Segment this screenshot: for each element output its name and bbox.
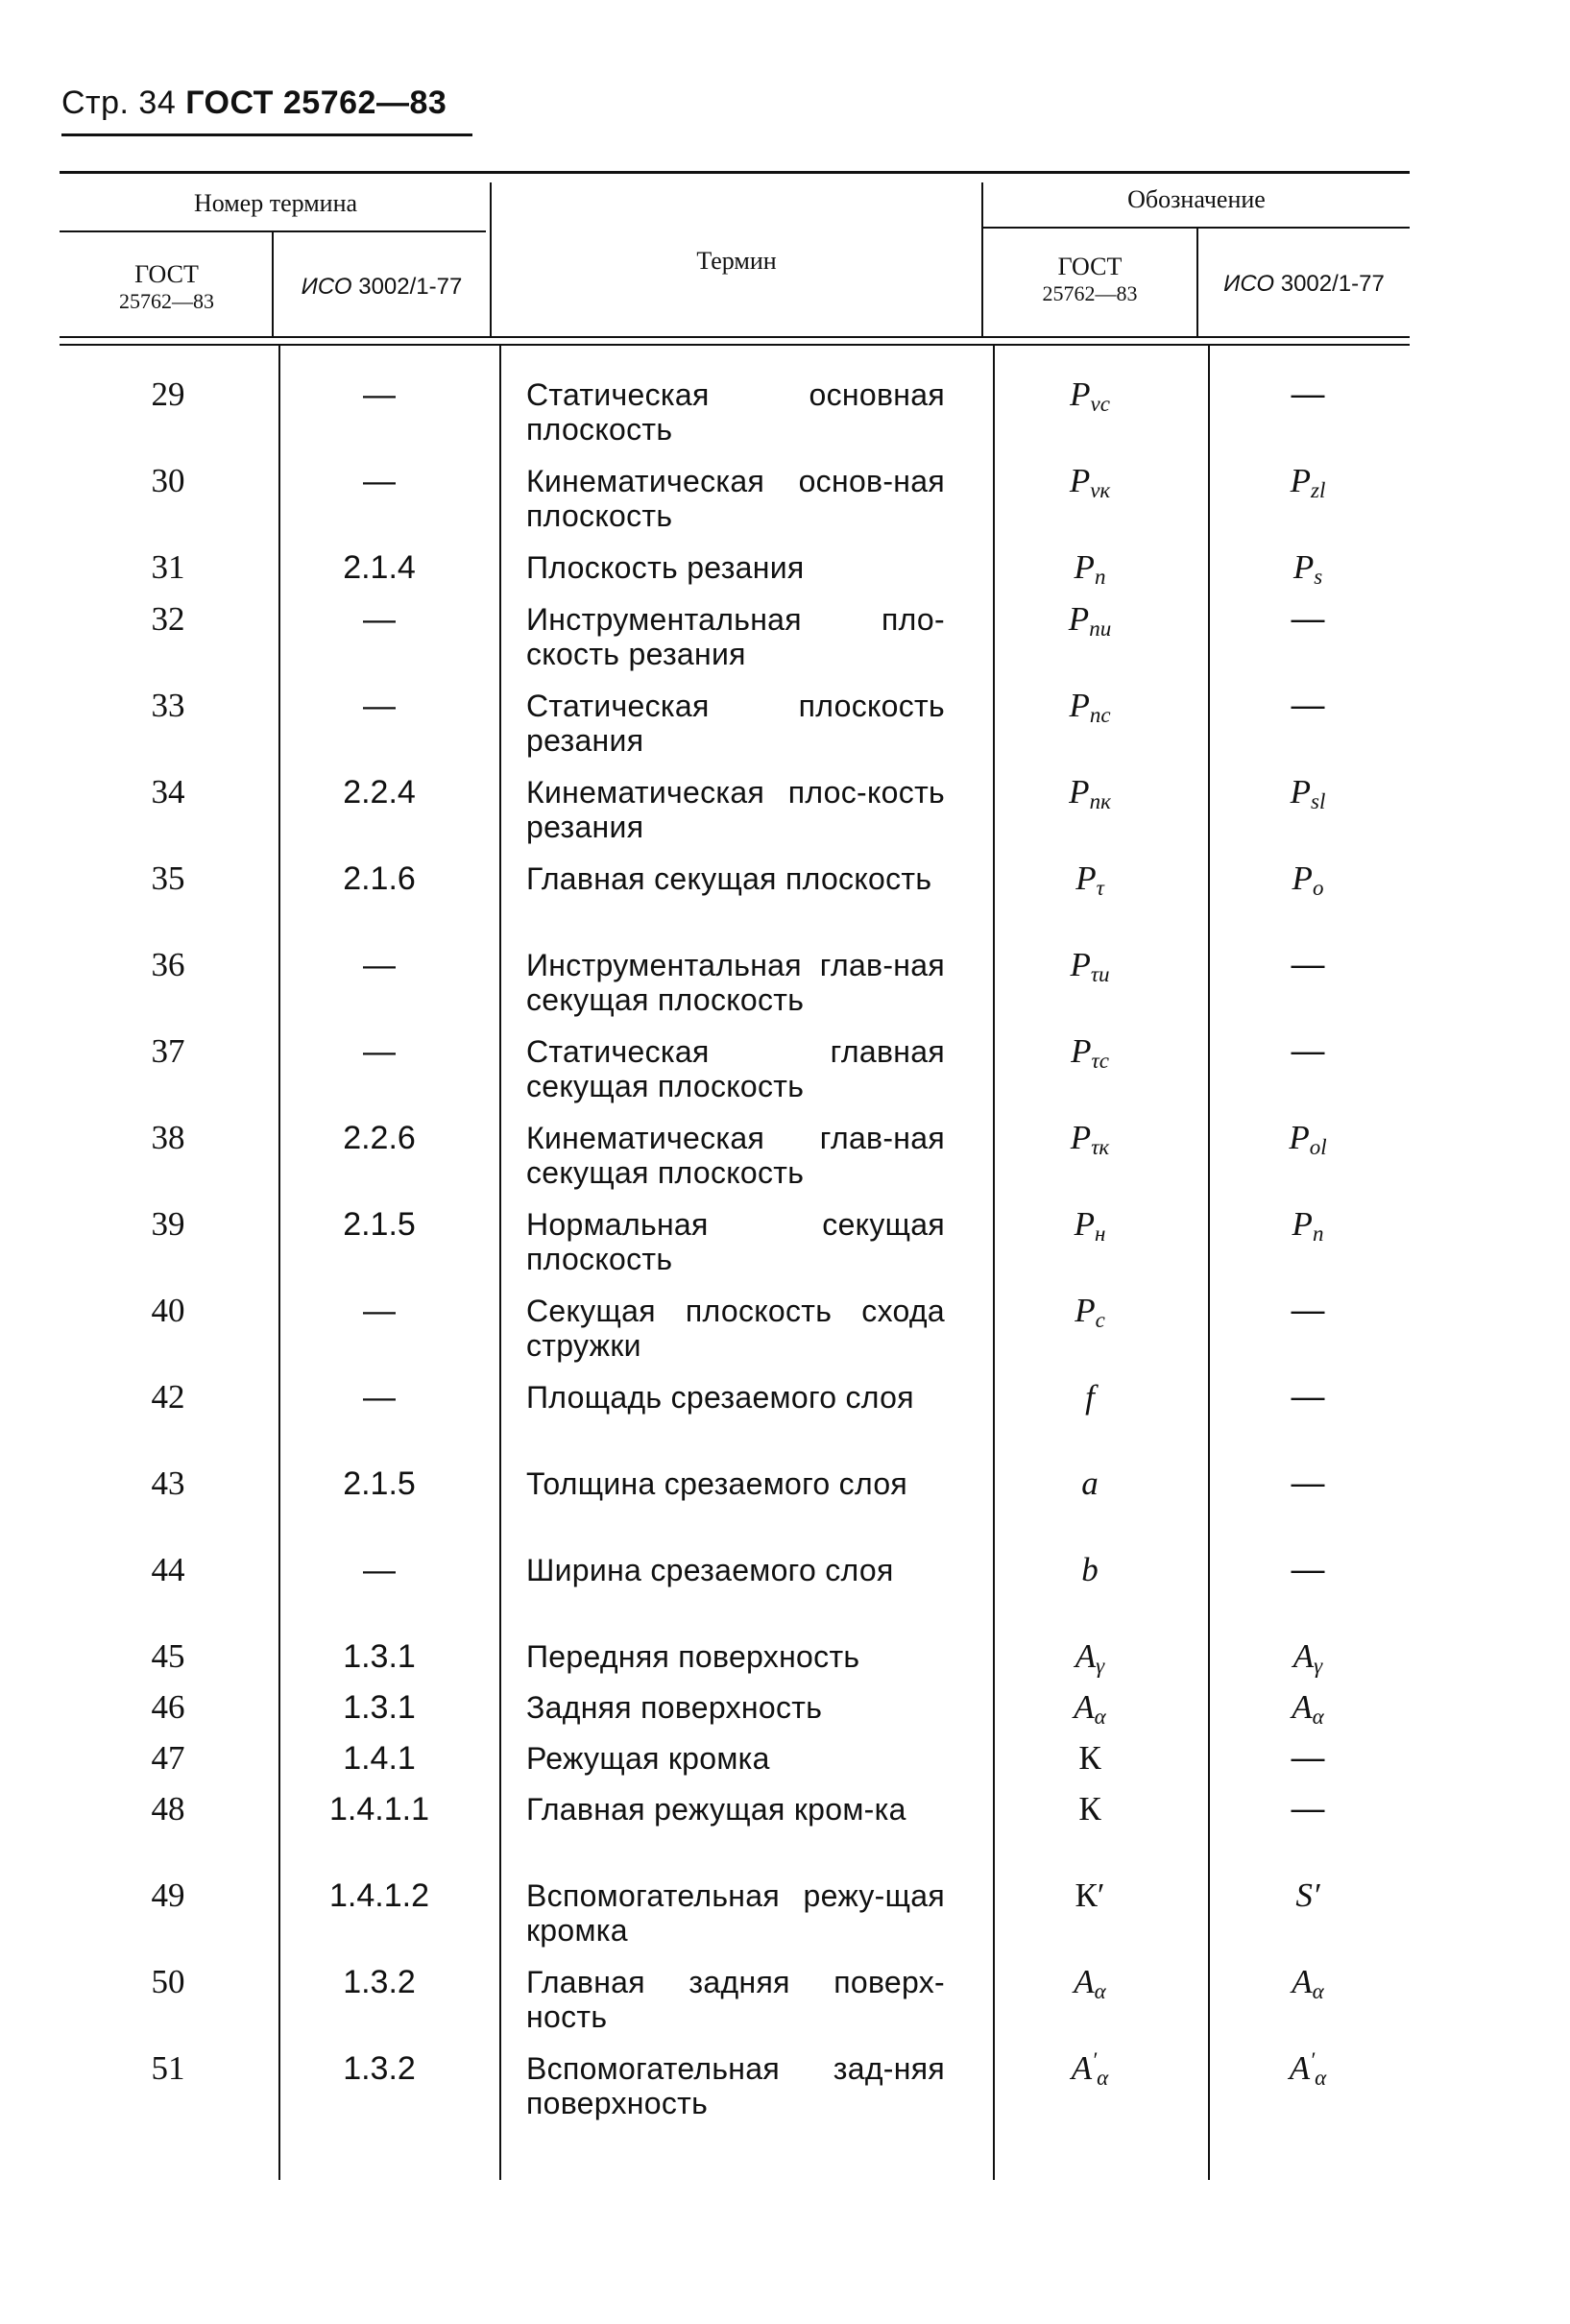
term-number: 37 xyxy=(151,1032,185,1070)
gost-designation-symbol: P xyxy=(1074,548,1095,586)
term-number: 44 xyxy=(151,1551,185,1588)
iso-clause-number: 1.3.1 xyxy=(343,1689,416,1726)
iso-designation-symbol: A xyxy=(1292,1688,1313,1726)
term-text: Площадь срезаемого слоя xyxy=(526,1380,914,1415)
table-row xyxy=(0,689,1570,775)
gost-designation-symbol: P xyxy=(1075,1292,1096,1329)
iso-clause-number: 1.4.1 xyxy=(343,1740,416,1777)
table-row xyxy=(0,1034,1570,1121)
header-iso-left xyxy=(274,274,490,301)
iso-clause-number: 2.1.4 xyxy=(343,549,416,586)
gost-designation-subscript: τи xyxy=(1090,962,1110,986)
gost-designation-subscript: н xyxy=(1094,1222,1106,1246)
gost-designation-superscript: ′ xyxy=(1092,2048,1098,2072)
gost-designation-symbol: P xyxy=(1074,1205,1095,1243)
iso-designation xyxy=(1212,859,1404,900)
iso-designation-symbol: — xyxy=(1291,600,1325,638)
table-row xyxy=(0,1878,1570,1965)
gost-designation xyxy=(989,687,1191,727)
table-row xyxy=(0,775,1570,861)
term-number: 31 xyxy=(151,548,185,586)
gost-designation xyxy=(989,1032,1191,1073)
gost-designation-symbol: a xyxy=(1081,1465,1099,1502)
iso-designation xyxy=(1212,1553,1404,1587)
gost-designation-subscript: α xyxy=(1094,1705,1106,1729)
term-text: Статическая основная плоскость xyxy=(526,377,945,447)
iso-clause-number: 2.1.5 xyxy=(343,1465,416,1502)
header-designation-group: Обозначение xyxy=(1127,185,1266,213)
iso-designation-symbol: P xyxy=(1292,859,1313,897)
term-text: Ширина срезаемого слоя xyxy=(526,1553,894,1587)
term-number: 29 xyxy=(151,375,185,413)
iso-designation xyxy=(1212,1741,1404,1776)
gost-designation xyxy=(989,1963,1191,2003)
term-text: Передняя поверхность xyxy=(526,1639,860,1674)
term-number: 49 xyxy=(151,1876,185,1914)
iso-designation-superscript: ′ xyxy=(1310,2048,1316,2072)
gost-designation-subscript: vк xyxy=(1090,478,1111,502)
term-number: 51 xyxy=(151,2049,185,2087)
gost-designation-symbol: К xyxy=(1078,1739,1101,1777)
term-number: 38 xyxy=(151,1119,185,1156)
term-text: Статическая плоскость резания xyxy=(526,689,945,758)
iso-designation-symbol: — xyxy=(1291,1378,1325,1416)
gost-designation xyxy=(989,1792,1191,1827)
gost-designation-symbol: К′ xyxy=(1075,1876,1105,1914)
iso-designation xyxy=(1212,1963,1404,2003)
header-iso-right-number: 3002/1-77 xyxy=(1280,271,1385,297)
gost-designation xyxy=(989,1205,1191,1246)
gost-designation xyxy=(989,1466,1191,1501)
term-text: Кинематическая основ-ная плоскость xyxy=(526,464,945,533)
iso-designation-symbol: P xyxy=(1290,462,1312,499)
iso-clause-number: — xyxy=(363,1033,396,1070)
header-gost-left xyxy=(61,261,272,315)
header-gost-left-number: 25762—83 xyxy=(119,289,214,313)
term-number: 46 xyxy=(151,1688,185,1726)
table-row xyxy=(0,1466,1570,1553)
page-label: Стр. 34 xyxy=(61,85,177,121)
header-iso-right xyxy=(1198,271,1410,298)
iso-designation-subscript: zl xyxy=(1311,478,1326,502)
gost-designation-symbol: P xyxy=(1070,375,1091,413)
iso-designation-symbol: P xyxy=(1292,1205,1313,1243)
term-text: Главная режущая кром-ка xyxy=(526,1792,906,1827)
gost-designation xyxy=(989,946,1191,986)
gost-designation-symbol: A xyxy=(1075,1637,1097,1675)
iso-clause-number: 1.4.1.1 xyxy=(329,1791,429,1828)
iso-designation-symbol: P xyxy=(1290,773,1312,811)
header-iso-left-number: 3002/1-77 xyxy=(358,274,463,300)
gost-designation-subscript: nк xyxy=(1089,789,1111,813)
iso-clause-number: — xyxy=(363,1293,396,1329)
gost-designation-symbol: A xyxy=(1074,1688,1095,1726)
gost-designation xyxy=(989,462,1191,502)
gost-designation-symbol: P xyxy=(1071,1032,1092,1070)
term-number: 45 xyxy=(151,1637,185,1675)
gost-designation-subscript: γ xyxy=(1096,1654,1105,1678)
term-number: 42 xyxy=(151,1378,185,1416)
iso-clause-number: 2.1.6 xyxy=(343,860,416,897)
table-top-rule xyxy=(60,171,1410,174)
gost-designation xyxy=(989,1119,1191,1159)
table-row xyxy=(0,1294,1570,1380)
table-row xyxy=(0,861,1570,948)
iso-designation-symbol: A xyxy=(1292,1963,1313,2000)
iso-designation xyxy=(1212,689,1404,723)
gost-designation-symbol: P xyxy=(1070,1119,1092,1156)
term-number: 30 xyxy=(151,462,185,499)
header-iso-left-label: ИСО xyxy=(301,274,352,300)
term-number: 36 xyxy=(151,946,185,983)
iso-clause-number: — xyxy=(363,688,396,724)
iso-designation xyxy=(1212,1878,1404,1913)
gost-designation xyxy=(989,375,1191,416)
iso-clause-number: — xyxy=(363,1379,396,1416)
iso-designation-subscript: α xyxy=(1315,2066,1327,2090)
gost-designation-symbol: A xyxy=(1074,1963,1095,2000)
iso-clause-number: 1.3.2 xyxy=(343,1964,416,2000)
gost-designation-subscript: τc xyxy=(1091,1049,1109,1073)
term-text: Кинематическая плос-кость резания xyxy=(526,775,945,844)
iso-designation-symbol: — xyxy=(1291,1032,1325,1070)
iso-designation xyxy=(1212,1034,1404,1069)
gost-designation-symbol: P xyxy=(1075,859,1097,897)
iso-designation xyxy=(1212,548,1404,589)
iso-clause-number: 2.2.6 xyxy=(343,1120,416,1156)
gost-designation xyxy=(989,773,1191,813)
iso-designation xyxy=(1212,2048,1404,2090)
header-bottom-rule-1 xyxy=(60,336,1410,338)
iso-designation xyxy=(1212,377,1404,412)
table-row xyxy=(0,1380,1570,1466)
table-row xyxy=(0,1121,1570,1207)
term-number: 43 xyxy=(151,1465,185,1502)
iso-designation-symbol: — xyxy=(1291,375,1325,413)
gost-designation-symbol: P xyxy=(1069,462,1091,499)
gost-designation-symbol: P xyxy=(1068,600,1090,638)
gost-designation-subscript: nc xyxy=(1089,703,1111,727)
table-row xyxy=(0,1207,1570,1294)
iso-clause-number: — xyxy=(363,376,396,413)
gost-designation-subscript: n xyxy=(1094,565,1106,589)
gost-designation-symbol: P xyxy=(1069,773,1090,811)
gost-designation-subscript: vc xyxy=(1090,392,1110,416)
term-number: 35 xyxy=(151,859,185,897)
gost-designation xyxy=(989,1741,1191,1776)
iso-designation xyxy=(1212,1688,1404,1729)
table-row xyxy=(0,948,1570,1034)
iso-designation-symbol: — xyxy=(1291,1292,1325,1329)
iso-clause-number: — xyxy=(363,1552,396,1588)
term-text: Вспомогательная зад-няя поверхность xyxy=(526,2051,945,2120)
term-text: Вспомогательная режу-щая кромка xyxy=(526,1878,945,1948)
term-number: 48 xyxy=(151,1790,185,1828)
header-underline xyxy=(61,133,472,136)
page-header xyxy=(61,85,447,122)
gost-designation xyxy=(989,548,1191,589)
header-gost-right-number: 25762—83 xyxy=(1042,281,1138,305)
term-number: 39 xyxy=(151,1205,185,1243)
iso-designation-symbol: — xyxy=(1291,1551,1325,1588)
iso-clause-number: — xyxy=(363,601,396,638)
header-gost-right xyxy=(983,254,1196,307)
term-number: 47 xyxy=(151,1739,185,1777)
term-text: Главная секущая плоскость xyxy=(526,861,932,896)
table-row xyxy=(0,464,1570,550)
gost-designation xyxy=(989,2048,1191,2090)
gost-designation-subscript: α xyxy=(1094,1979,1106,2003)
term-text: Нормальная секущая плоскость xyxy=(526,1207,945,1276)
iso-designation-subscript: o xyxy=(1312,876,1324,900)
iso-designation-symbol: — xyxy=(1291,1465,1325,1502)
term-text: Плоскость резания xyxy=(526,550,805,585)
gost-designation xyxy=(989,600,1191,641)
standard-title: ГОСТ 25762—83 xyxy=(185,85,447,121)
term-number: 50 xyxy=(151,1963,185,2000)
iso-designation xyxy=(1212,602,1404,637)
iso-clause-number: 2.1.5 xyxy=(343,1206,416,1243)
iso-designation-subscript: sl xyxy=(1311,789,1326,813)
table-row xyxy=(0,2048,1570,2138)
gost-designation xyxy=(989,1688,1191,1729)
iso-designation-symbol: P xyxy=(1292,548,1315,586)
term-number: 40 xyxy=(151,1292,185,1329)
header-term: Термин xyxy=(696,247,777,275)
header-gost-right-label: ГОСТ xyxy=(1057,253,1123,280)
term-text: Секущая плоскость схода стружки xyxy=(526,1294,945,1363)
iso-designation-subscript: s xyxy=(1314,565,1323,589)
gost-designation-symbol: f xyxy=(1085,1378,1095,1416)
gost-designation xyxy=(989,1292,1191,1332)
term-text: Главная задняя поверх-ность xyxy=(526,1965,945,2034)
term-text: Инструментальная пло-скость резания xyxy=(526,602,945,671)
table-row xyxy=(0,377,1570,464)
iso-designation-symbol: A xyxy=(1292,1637,1315,1675)
iso-designation xyxy=(1212,948,1404,982)
iso-designation xyxy=(1212,1637,1404,1678)
header-term-number-group: Номер термина xyxy=(193,189,358,217)
iso-designation xyxy=(1212,1294,1404,1328)
term-text: Режущая кромка xyxy=(526,1741,770,1776)
iso-designation-subscript: ol xyxy=(1309,1135,1327,1159)
iso-clause-number: 1.3.1 xyxy=(343,1638,416,1675)
iso-clause-number: 1.3.2 xyxy=(343,2050,416,2087)
table-row xyxy=(0,1553,1570,1639)
gost-designation-symbol: A xyxy=(1071,2049,1093,2087)
iso-designation-subscript: n xyxy=(1312,1222,1324,1246)
iso-clause-number: — xyxy=(363,463,396,499)
gost-designation xyxy=(989,1553,1191,1587)
gost-designation xyxy=(989,1380,1191,1415)
gost-designation-symbol: P xyxy=(1069,687,1090,724)
table-row xyxy=(0,1792,1570,1878)
iso-designation-symbol: — xyxy=(1291,946,1325,983)
gost-designation-symbol: P xyxy=(1070,946,1091,983)
header-iso-right-label: ИСО xyxy=(1223,271,1275,297)
term-number: 33 xyxy=(151,687,185,724)
iso-designation xyxy=(1212,1792,1404,1827)
term-text: Толщина срезаемого слоя xyxy=(526,1466,908,1501)
iso-designation-symbol: S′ xyxy=(1295,1876,1320,1914)
iso-designation-subscript: γ xyxy=(1314,1654,1323,1678)
term-text: Кинематическая глав-ная секущая плоскость xyxy=(526,1121,945,1190)
iso-clause-number: — xyxy=(363,947,396,983)
gost-designation-symbol: b xyxy=(1081,1551,1099,1588)
term-text: Инструментальная глав-ная секущая плоскость xyxy=(526,948,945,1017)
iso-designation xyxy=(1212,1205,1404,1246)
iso-designation-symbol: P xyxy=(1289,1119,1310,1156)
gost-designation-subscript: α xyxy=(1097,2066,1109,2090)
header-gost-left-label: ГОСТ xyxy=(134,260,199,288)
gost-designation-symbol: К xyxy=(1078,1790,1101,1828)
iso-designation xyxy=(1212,1380,1404,1415)
gost-designation-subscript: nи xyxy=(1089,617,1112,641)
iso-designation-symbol: — xyxy=(1291,687,1325,724)
iso-designation-symbol: — xyxy=(1291,1739,1325,1777)
iso-designation xyxy=(1212,1119,1404,1159)
gost-designation xyxy=(989,859,1191,900)
term-text: Задняя поверхность xyxy=(526,1690,823,1725)
iso-designation-subscript: α xyxy=(1312,1979,1324,2003)
iso-clause-number: 1.4.1.2 xyxy=(329,1877,429,1914)
iso-designation xyxy=(1212,773,1404,813)
iso-designation-symbol: A xyxy=(1289,2049,1311,2087)
term-text: Статическая главная секущая плоскость xyxy=(526,1034,945,1103)
gost-designation-subscript: τ xyxy=(1096,876,1104,900)
gost-designation xyxy=(989,1637,1191,1678)
table-row xyxy=(0,1965,1570,2051)
iso-designation-symbol: — xyxy=(1291,1790,1325,1828)
gost-designation xyxy=(989,1878,1191,1913)
gost-designation-subscript: τк xyxy=(1091,1135,1110,1159)
gost-designation-subscript: c xyxy=(1095,1308,1105,1332)
iso-designation xyxy=(1212,462,1404,502)
iso-designation xyxy=(1212,1466,1404,1501)
term-number: 34 xyxy=(151,773,185,811)
table-row xyxy=(0,602,1570,689)
iso-clause-number: 2.2.4 xyxy=(343,774,416,811)
iso-designation-subscript: α xyxy=(1312,1705,1324,1729)
term-number: 32 xyxy=(151,600,185,638)
